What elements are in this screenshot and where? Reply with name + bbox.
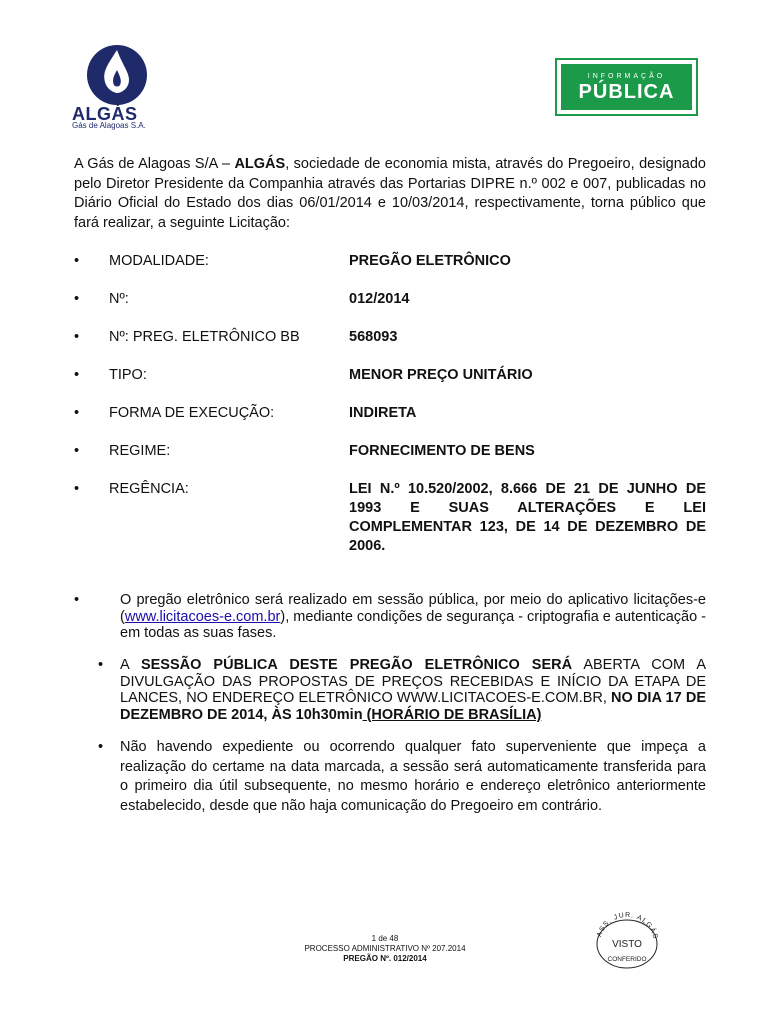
paragraph-sessao-publica	[98, 657, 706, 723]
item-value: LEI N.º 10.520/2002, 8.666 DE 21 DE JUNHO DE 1993 E SUAS ALTERAÇÕES E LEI COMPLEMENTAR 123, DE 14 DE DEZEMBRO DE 2006.	[349, 481, 706, 554]
para1-text-2: ), mediante condições de segurança - criptografia e autenticação - em todas as suas fases.	[120, 608, 706, 641]
intro-paragraph	[74, 155, 706, 233]
svg-text:ASS. JUR. ALGÁS	[596, 912, 659, 940]
visto-stamp	[592, 910, 662, 970]
bullet: •	[74, 253, 80, 269]
item-value: MENOR PREÇO UNITÁRIO	[349, 367, 533, 383]
bullet: •	[74, 291, 80, 307]
badge-top-text: INFORMAÇÃO	[587, 73, 666, 80]
item-label: TIPO:	[109, 367, 147, 383]
item-label: Nº: PREG. ELETRÔNICO BB	[109, 329, 300, 345]
page-number: 1 de 48	[371, 934, 399, 943]
para2-text-1: A	[120, 657, 141, 673]
bullet: •	[98, 739, 104, 755]
process-number: PROCESSO ADMINISTRATIVO Nº 207.2014	[304, 944, 466, 953]
logo-subtitle: Gás de Alagoas S.A.	[72, 121, 146, 130]
bullet: •	[74, 592, 80, 608]
intro-text-2: , sociedade de economia mista, através do Pregoeiro, designado pelo Diretor Presidente da Companhia através das Portarias DIPRE n.º 002 e 007, publicadas no Diário Oficial do Estado dos dias 06/01/2014 e 10/03/2014, respectivamente, torna público que fará realizar, a seguinte Licitação:	[74, 156, 706, 231]
badge-main-text: PÚBLICA	[578, 81, 675, 103]
paragraph-licitacoes	[74, 592, 706, 642]
bullet: •	[74, 481, 80, 497]
paragraph-expediente	[98, 738, 706, 816]
item-value: INDIRETA	[349, 405, 417, 421]
para2-timezone: (HORÁRIO DE BRASÍLIA)	[362, 706, 542, 723]
item-value: FORNECIMENTO DE BENS	[349, 443, 535, 459]
item-label: Nº:	[109, 291, 129, 307]
intro-text-1: A Gás de Alagoas S/A –	[74, 156, 235, 172]
stamp-arc-text: ASS. JUR. ALGÁS	[596, 911, 659, 941]
item-value: PREGÃO ELETRÔNICO	[349, 253, 511, 269]
bullet: •	[98, 657, 104, 673]
bullet: •	[74, 367, 80, 383]
para2-date: NO DIA 17 DE DEZEMBRO DE 2014, ÀS 10h30min	[120, 690, 706, 723]
licitacoes-link[interactable]: www.licitacoes-e.com.br	[124, 608, 281, 625]
pregao-number: PREGÃO Nº. 012/2014	[343, 954, 427, 963]
stamp-center-text: VISTO	[612, 939, 642, 950]
item-value: 568093	[349, 329, 398, 345]
bullet: •	[74, 443, 80, 459]
para3-text: Não havendo expediente ou ocorrendo qualquer fato superveniente que impeça a realização do certame na data marcada, a sessão será automaticamente transferida para o primeiro dia útil subsequente, no mesmo horário e endereço eletrônico anteriormente estabelecido, desde que não haja comunicação do Pregoeiro em contrário.	[120, 739, 706, 814]
item-label: REGIME:	[109, 443, 171, 459]
para2-text-2: ABERTA COM A DIVULGAÇÃO DAS PROPOSTAS DE PREÇOS RECEBIDAS E INÍCIO DA ETAPA DE LANCES, NO ENDEREÇO ELETRÔNICO WWW.LICITACOES-E.COM.BR,	[120, 657, 706, 706]
public-information-badge	[555, 58, 698, 116]
item-label: REGÊNCIA:	[109, 481, 189, 497]
para1-text-1: O pregão eletrônico será realizado em sessão pública, por meio do aplicativo licitações-e (	[120, 592, 706, 625]
stamp-bottom-text: CONFERIDO	[607, 956, 647, 963]
bullet: •	[74, 329, 80, 345]
bullet: •	[74, 405, 80, 421]
logo-name: ALGÁS	[72, 104, 138, 124]
para2-bold-1: SESSÃO PÚBLICA DESTE PREGÃO ELETRÔNICO SERÁ	[140, 657, 573, 673]
item-label: FORMA DE EXECUÇÃO:	[109, 405, 275, 421]
item-value: 012/2014	[349, 291, 410, 307]
intro-company-name: ALGÁS	[234, 156, 286, 172]
item-label: MODALIDADE:	[109, 253, 209, 269]
